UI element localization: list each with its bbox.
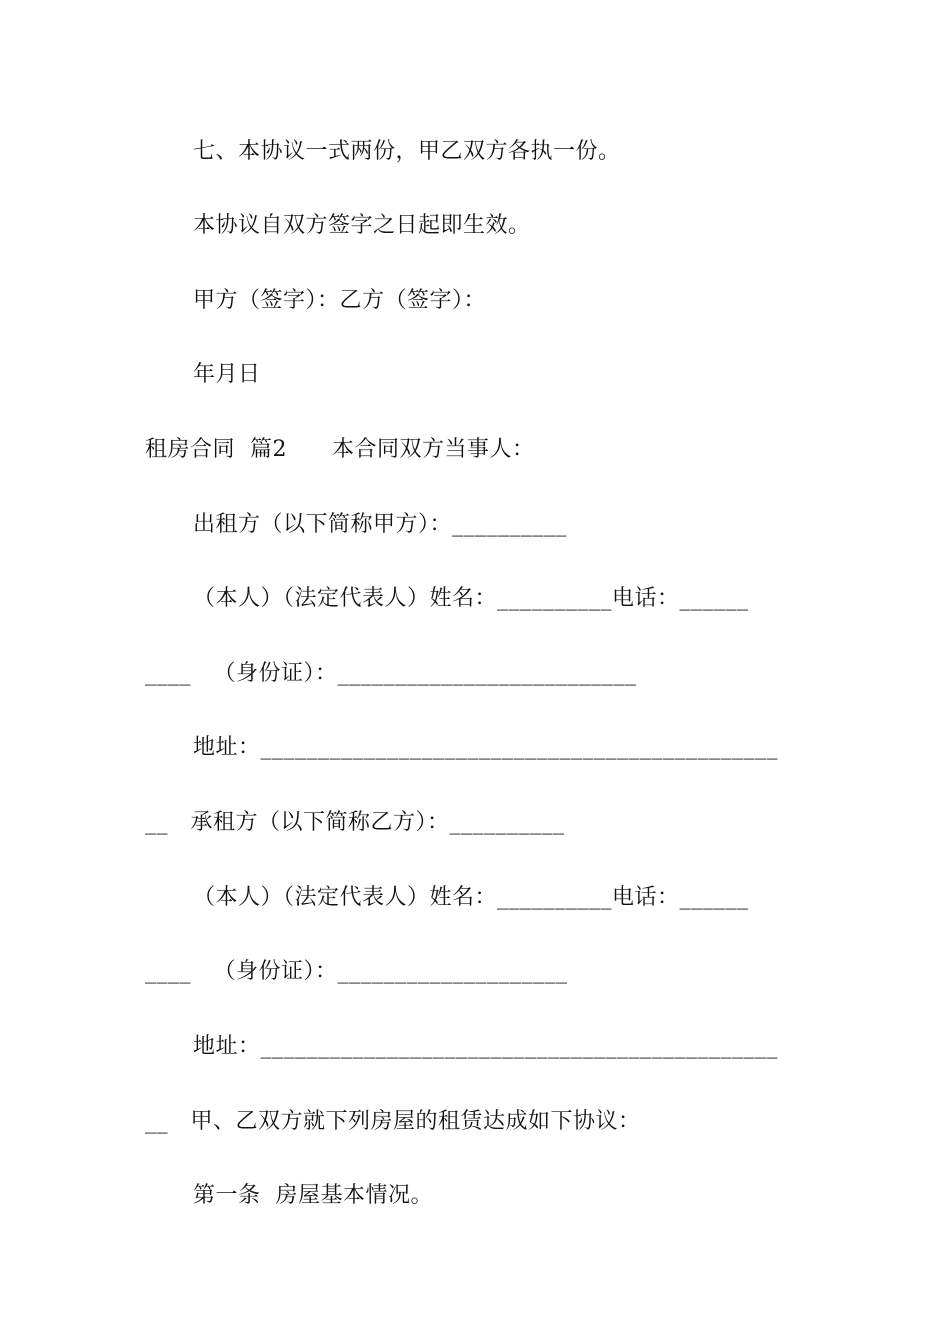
clause-seven-copies: 七、本协议一式两份，甲乙双方各执一份。 — [193, 139, 621, 164]
lessor-line: 出租方（以下简称甲方）：__________ — [193, 512, 568, 537]
lessor-name-phone: （本人）（法定代表人）姓名：__________电话：______ — [193, 586, 749, 611]
signature-line: 甲方（签字）：乙方（签字）： — [193, 288, 487, 313]
lessee-name-phone: （本人）（法定代表人）姓名：__________电话：______ — [193, 885, 749, 910]
agreement-intro: __ 甲、乙双方就下列房屋的租赁达成如下协议： — [145, 1109, 641, 1134]
contract-heading: 租房合同 篇2 本合同双方当事人： — [145, 437, 535, 462]
date-line: 年月日 — [193, 362, 261, 387]
lessor-id: ____ （身份证）：__________________________ — [145, 661, 637, 686]
effective-clause: 本协议自双方签字之日起即生效。 — [193, 213, 531, 238]
lessee-line: __ 承租方（以下简称乙方）：__________ — [145, 810, 565, 835]
lessor-address: 地址：_____________________________________________ — [193, 735, 779, 760]
article-one-heading: 第一条 房屋基本情况。 — [193, 1183, 433, 1208]
lessee-id: ____ （身份证）：____________________ — [145, 959, 568, 984]
lessee-address: 地址：_____________________________________________ — [193, 1034, 779, 1059]
